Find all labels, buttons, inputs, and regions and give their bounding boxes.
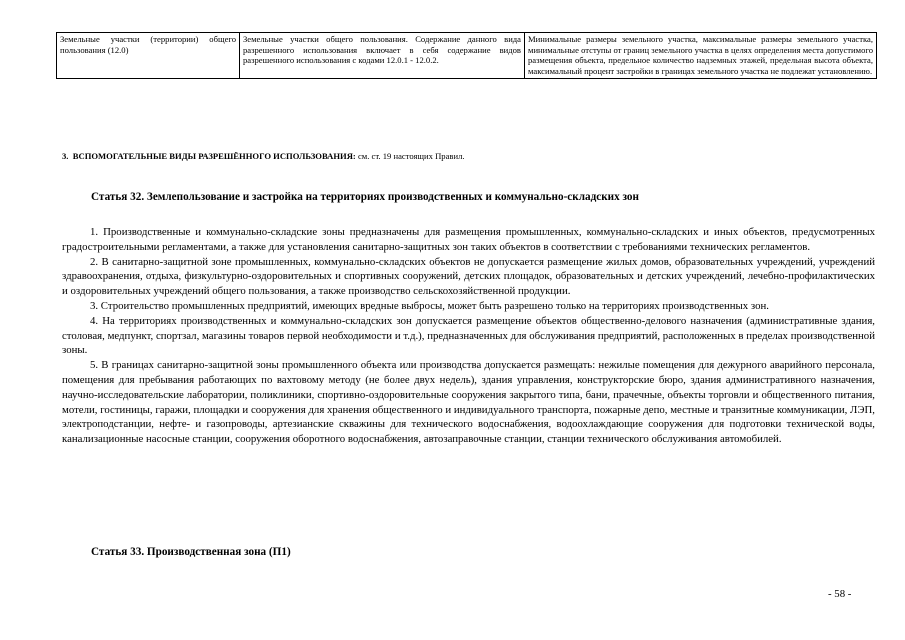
article-33-title: Статья 33. Производственная зона (П1) [91, 546, 291, 558]
paragraph-4: 4. На территориях производственных и коммунально-складских зон допускается размещение объектов общественно-делового назначения (административные здания, столовая, медпункт, спортзал, магазины товаров первой необходимости и т.д.), предназначенных для обслуживания предприятий, расположенных в пределах производственной зоны. [62, 314, 875, 357]
article-32-title: Статья 32. Землепользование и застройка на территориях производственных и коммунально-складских зон [91, 191, 639, 203]
paragraph-5: 5. В границах санитарно-защитной зоны промышленного объекта или производства допускается размещать: нежилые помещения для дежурного аварийного персонала, помещения для пребывания работающих по вахтовому методу (не более двух недель), здания управления, конструкторские бюро, здания административного назначения, научно-исследовательские лаборатории, поликлиники, спортивно-оздоровительные сооружения закрытого типа, бани, прачечные, объекты торговли и общественного питания, мотели, гостиницы, гаражи, площадки и сооружения для хранения общественного и индивидуального транспорта, пожарные депо, местные и транзитные коммуникации, ЛЭП, электроподстанции, нефте- и газопроводы, артезианские скважины для технического водоснабжения, водоохлаждающие сооружения для подготовки технической воды, канализационные насосные станции, сооружения оборотного водоснабжения, автозаправочные станции, станции технического обслуживания автомобилей. [62, 359, 875, 446]
auxiliary-uses-line [62, 151, 465, 162]
table-row [57, 33, 877, 79]
page-number: - 58 - [828, 588, 852, 600]
paragraph-1: 1. Производственные и коммунально-складские зоны предназначены для размещения промышленных, коммунально-складских и иных объектов, предусмотренных градостроительными регламентами, а также для установления санитарно-защитных зон таких объектов в соответствии с требованиями технических регламентов. [62, 226, 875, 253]
aux-text: см. ст. 19 настоящих Правил. [355, 151, 465, 161]
table-cell-parameters: Минимальные размеры земельного участка, максимальные размеры земельного участка, минимальные отступы от границ земельного участка в целях определения места допустимого размещения объекта, предельное количество надземных этажей, предельная высота объекта, максимальный процент застройки в границах земельного участка не подлежат установлению. [525, 33, 877, 79]
paragraph-2: 2. В санитарно-защитной зоне промышленных, коммунально-складских объектов не допускается размещение жилых домов, образовательных учреждений, учреждений здравоохранения, отдыха, физкультурно-оздоровительных и спортивных сооружений, детских площадок, образовательных и детских учреждений, лечебно-профилактических и оздоровительных учреждений общего пользования, а также производство сельскохозяйственной продукции. [62, 255, 875, 298]
aux-number: 3. [62, 151, 69, 161]
article-32-body [62, 225, 875, 447]
paragraph-3: 3. Строительство промышленных предприятий, имеющих вредные выбросы, может быть разрешено только на территориях производственных зон. [90, 299, 769, 312]
table-cell-use-type: Земельные участки (территории) общего пользования (12.0) [57, 33, 240, 79]
table-cell-description: Земельные участки общего пользования. Содержание данного вида разрешенного использования включает в себя содержание видов разрешенного использования с кодами 12.0.1 - 12.0.2. [240, 33, 525, 79]
land-use-table [56, 32, 877, 79]
aux-heading: ВСПОМОГАТЕЛЬНЫЕ ВИДЫ РАЗРЕШЁННОГО ИСПОЛЬЗОВАНИЯ: [72, 151, 356, 161]
